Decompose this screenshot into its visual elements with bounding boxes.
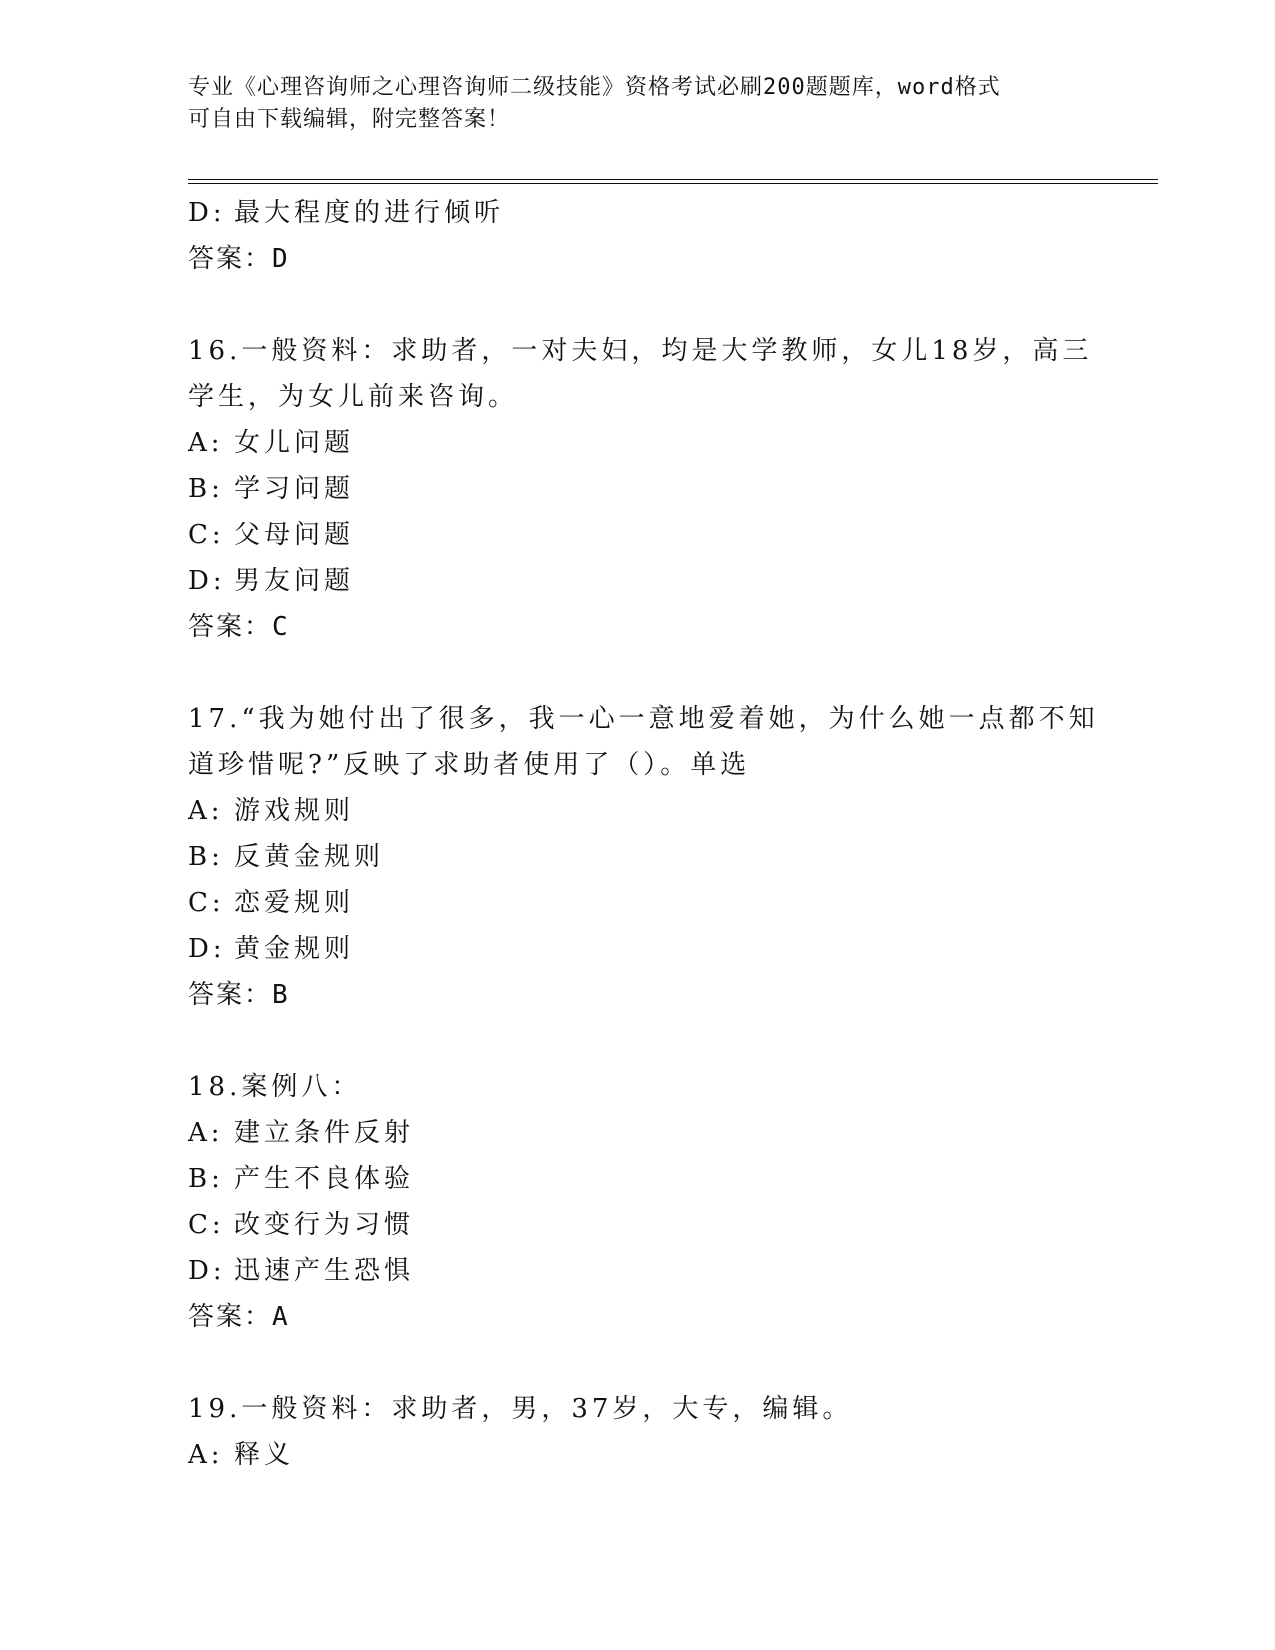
option-letter: D: xyxy=(188,934,226,964)
header-divider-bottom xyxy=(188,183,1158,184)
answer-label: 答案： xyxy=(188,1302,273,1332)
option-text: 学习问题 xyxy=(234,474,355,504)
q15-option-d xyxy=(188,190,1088,236)
q17-stem-line-1: 17.“我为她付出了很多，我一心一意地爱着她，为什么她一点都不知 xyxy=(188,704,1099,734)
q18-stem-line-1: 18.案例八： xyxy=(188,1072,362,1102)
option-letter: A: xyxy=(188,796,224,826)
option-text: 改变行为习惯 xyxy=(234,1210,415,1240)
option-letter: D: xyxy=(188,198,226,228)
option-letter: C: xyxy=(188,1210,225,1240)
q17-option-d xyxy=(188,926,1088,972)
q16-option-a xyxy=(188,420,1088,466)
q18-answer xyxy=(188,1294,1088,1340)
option-text: 黄金规则 xyxy=(234,934,355,964)
q17-option-c xyxy=(188,880,1088,926)
q17-stem-line-2: 道珍惜呢?”反映了求助者使用了（）。单选 xyxy=(188,750,751,780)
q16-stem-line-1: 16.一般资料：求助者，一对夫妇，均是大学教师，女儿18岁，高三 xyxy=(188,336,1093,366)
q16-option-d xyxy=(188,558,1088,604)
q18-option-d xyxy=(188,1248,1088,1294)
option-text: 男友问题 xyxy=(234,566,355,596)
answer-label: 答案： xyxy=(188,612,273,642)
q15-answer xyxy=(188,236,1088,282)
q16-option-b xyxy=(188,466,1088,512)
option-text: 产生不良体验 xyxy=(234,1164,415,1194)
q16-answer xyxy=(188,604,1088,650)
option-text: 恋爱规则 xyxy=(234,888,355,918)
q17-answer xyxy=(188,972,1088,1018)
option-text: 反黄金规则 xyxy=(234,842,385,872)
answer-value: D xyxy=(272,244,290,274)
answer-value: B xyxy=(272,980,290,1010)
option-text: 游戏规则 xyxy=(234,796,355,826)
q17-option-b xyxy=(188,834,1088,880)
option-text: 释义 xyxy=(234,1440,295,1470)
option-text: 女儿问题 xyxy=(234,428,355,458)
option-letter: B: xyxy=(188,842,224,872)
option-letter: A: xyxy=(188,1118,224,1148)
q18-option-c xyxy=(188,1202,1088,1248)
document-header xyxy=(188,72,1088,136)
q19-option-a xyxy=(188,1432,1088,1478)
q18-option-a xyxy=(188,1110,1088,1156)
header-line-2: 可自由下载编辑，附完整答案！ xyxy=(188,107,511,132)
option-letter: D: xyxy=(188,1256,226,1286)
q16-stem-line-2: 学生，为女儿前来咨询。 xyxy=(188,382,519,412)
option-text: 迅速产生恐惧 xyxy=(234,1256,415,1286)
q18-option-b xyxy=(188,1156,1088,1202)
option-letter: B: xyxy=(188,1164,224,1194)
option-letter: C: xyxy=(188,520,225,550)
option-letter: A: xyxy=(188,1440,224,1470)
option-letter: B: xyxy=(188,474,224,504)
answer-label: 答案： xyxy=(188,980,273,1010)
q16-option-c xyxy=(188,512,1088,558)
header-divider-top xyxy=(188,179,1158,180)
header-line-1: 专业《心理咨询师之心理咨询师二级技能》资格考试必刷200题题库，word格式 xyxy=(188,75,1001,100)
option-letter: A: xyxy=(188,428,224,458)
answer-value: C xyxy=(272,612,290,642)
option-text: 最大程度的进行倾听 xyxy=(234,198,505,228)
q17-option-a xyxy=(188,788,1088,834)
option-text: 建立条件反射 xyxy=(234,1118,415,1148)
option-letter: C: xyxy=(188,888,225,918)
answer-value: A xyxy=(272,1302,290,1332)
answer-label: 答案： xyxy=(188,244,273,274)
option-text: 父母问题 xyxy=(234,520,355,550)
q19-stem-line-1: 19.一般资料：求助者，男，37岁，大专，编辑。 xyxy=(188,1394,853,1424)
option-letter: D: xyxy=(188,566,226,596)
question-list xyxy=(188,190,1099,1478)
